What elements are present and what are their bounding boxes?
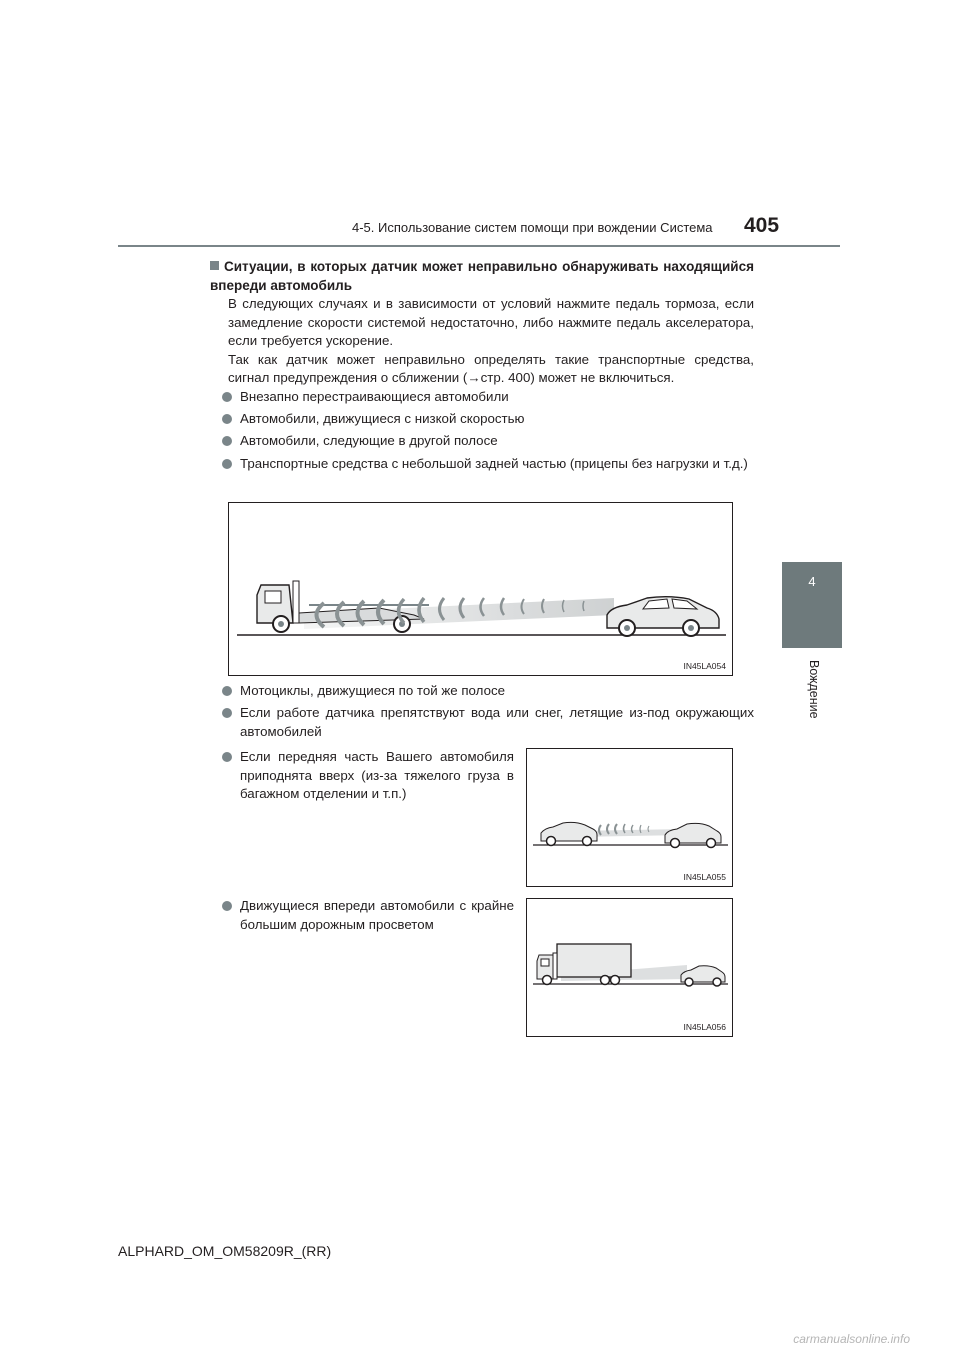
- figure-raised-front: [526, 748, 733, 887]
- sedan-icon: [665, 823, 721, 847]
- bullet-dot-icon: [222, 752, 232, 762]
- bullet-dot-icon: [222, 436, 232, 446]
- bullet-dot-icon: [222, 392, 232, 402]
- list-item: Мотоциклы, движущиеся по той же полосе: [222, 682, 754, 701]
- sedan-icon: [541, 822, 597, 845]
- figure-code: IN45LA056: [683, 1022, 726, 1032]
- page-number: 405: [744, 214, 780, 237]
- intro-paragraph-1: В следующих случаях и в зависимости от условий нажмите педаль тормоза, если замедление скорости системой недостаточно, либо нажмите педаль акселератора, если требуется ускорение.: [228, 296, 754, 348]
- section-path: 4-5. Использование систем помощи при вождении Система: [352, 220, 713, 235]
- bullet-dot-icon: [222, 414, 232, 424]
- header-rule: [118, 245, 840, 247]
- figure-code: IN45LA054: [683, 661, 726, 671]
- figure-high-clearance: [526, 898, 733, 1037]
- intro-text: [228, 295, 754, 388]
- list-item: Автомобили, следующие в другой полосе: [222, 432, 754, 451]
- watermark: carmanualsonline.info: [793, 1332, 910, 1346]
- figure-code: IN45LA055: [683, 872, 726, 882]
- bullet-dot-icon: [222, 686, 232, 696]
- bullet-dot-icon: [222, 459, 232, 469]
- figure-trailer-truck: [228, 502, 733, 676]
- sedan-icon: [681, 966, 725, 986]
- bullet-dot-icon: [222, 708, 232, 718]
- list-item: Если работе датчика препятствуют вода или снег, летящие из-под окружающих автомобилей: [222, 704, 754, 741]
- sedan-icon: [607, 597, 719, 636]
- heading-square-icon: [210, 261, 219, 270]
- chapter-number: 4: [808, 574, 816, 589]
- list-item: Автомобили, движущиеся с низкой скоростью: [222, 410, 754, 429]
- section-heading: Ситуации, в которых датчик может неправильно обнаруживать находящийся впереди автомобиль: [210, 259, 754, 293]
- list-item: Внезапно перестраивающиеся автомобили: [222, 388, 754, 407]
- list-item: Если передняя часть Вашего автомобиля приподнята вверх (из-за тяжелого груза в багажном отделении и т.п.): [222, 748, 514, 804]
- list-item: Движущиеся впереди автомобили с крайне большим дорожным просветом: [222, 897, 514, 934]
- bullet-dot-icon: [222, 901, 232, 911]
- footer-document-code: ALPHARD_OM_OM58209R_(RR): [118, 1243, 332, 1259]
- intro-paragraph-2: Так как датчик может неправильно определять такие транспортные средства, сигнал предупреждения о сближении (→стр. 400) может не включиться.: [228, 351, 754, 385]
- chapter-label: Вождение: [807, 660, 821, 719]
- list-item: Транспортные средства с небольшой задней частью (прицепы без нагрузки и т.д.): [222, 455, 754, 474]
